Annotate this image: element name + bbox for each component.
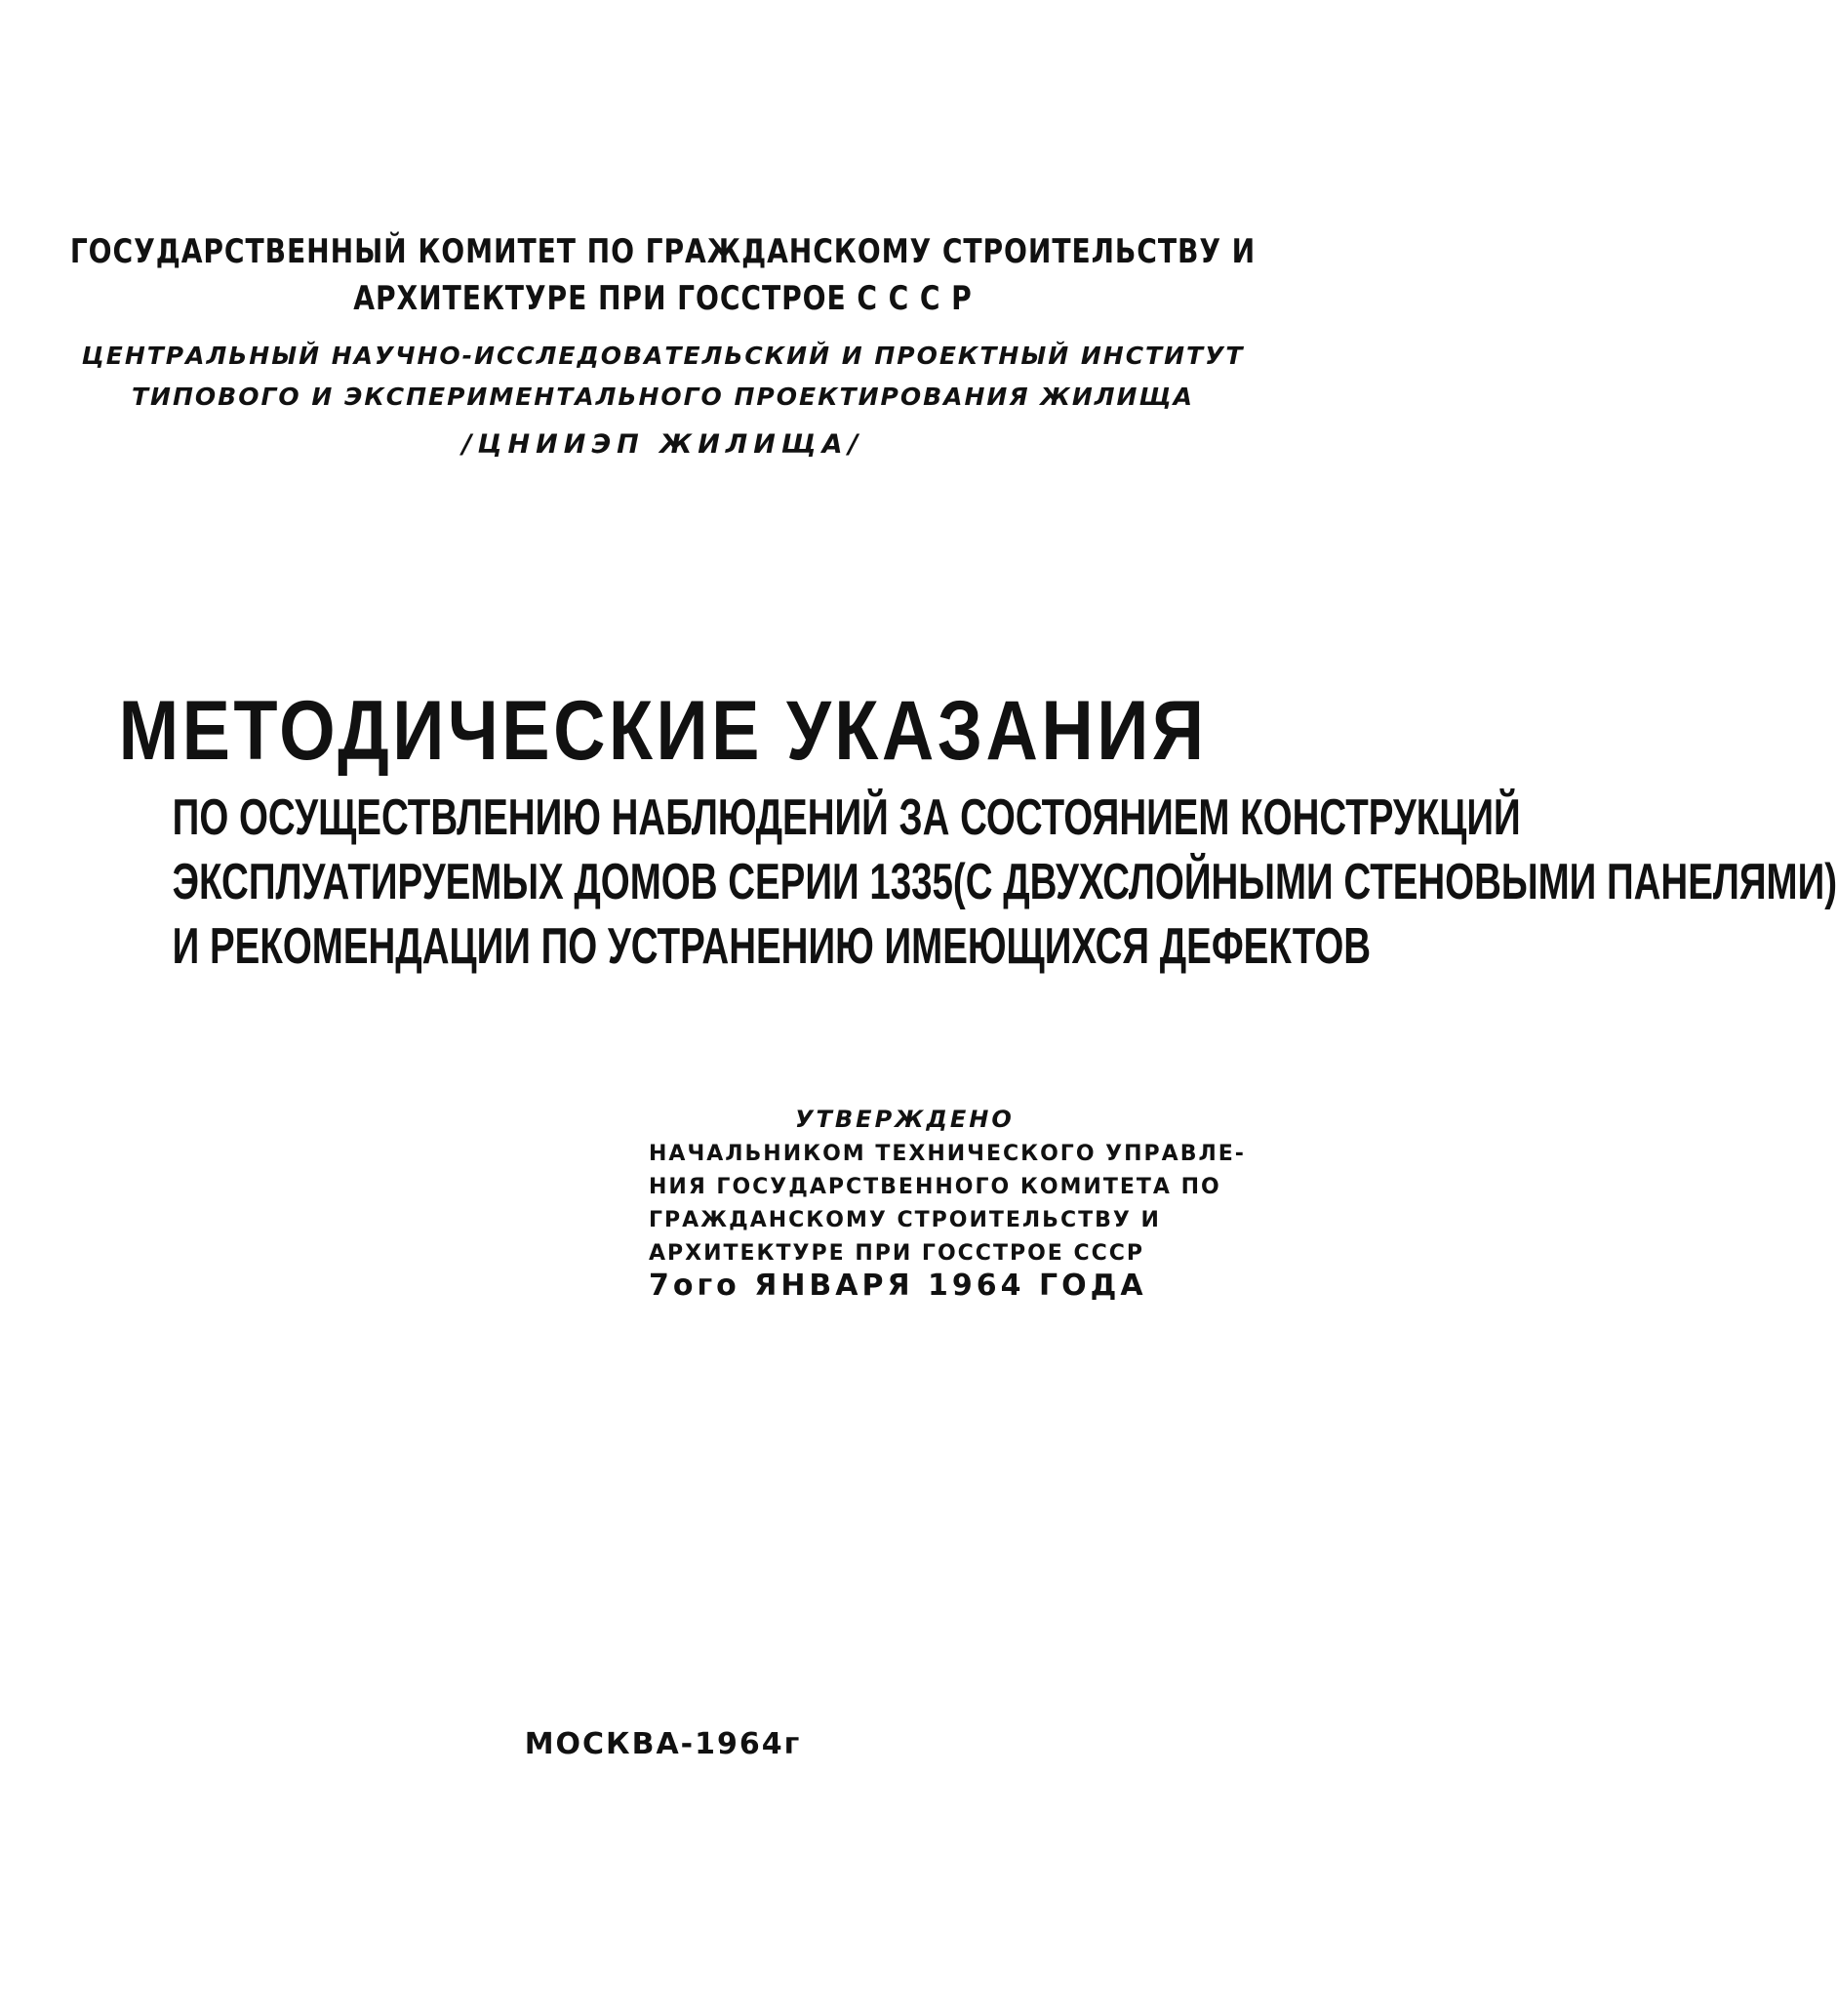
- institute-line-1: ЦЕНТРАЛЬНЫЙ НАУЧНО-ИССЛЕДОВАТЕЛЬСКИЙ И ПРОЕКТНЫЙ ИНСТИТУТ: [81, 342, 1245, 370]
- document-subtitle-line-3: И РЕКОМЕНДАЦИИ ПО УСТРАНЕНИЮ ИМЕЮЩИХСЯ ДЕФЕКТОВ: [172, 918, 1372, 975]
- approval-date: 7ого ЯНВАРЯ 1964 ГОДА: [649, 1269, 1147, 1303]
- approval-line-4: АРХИТЕКТУРЕ ПРИ ГОССТРОЕ СССР: [649, 1241, 1145, 1266]
- document-title: МЕТОДИЧЕСКИЕ УКАЗАНИЯ: [118, 684, 1208, 778]
- institute-line-2: ТИПОВОГО И ЭКСПЕРИМЕНТАЛЬНОГО ПРОЕКТИРОВАНИЯ ЖИЛИЩА: [132, 383, 1194, 411]
- approval-line-3: ГРАЖДАНСКОМУ СТРОИТЕЛЬСТВУ И: [649, 1208, 1161, 1232]
- approval-line-2: НИЯ ГОСУДАРСТВЕННОГО КОМИТЕТА ПО: [649, 1175, 1221, 1199]
- publication-place-year: МОСКВА-1964г: [524, 1727, 802, 1761]
- document-subtitle-line-1: ПО ОСУЩЕСТВЛЕНИЮ НАБЛЮДЕНИЙ ЗА СОСТОЯНИЕМ КОНСТРУКЦИЙ: [172, 789, 1521, 846]
- approval-line-1: НАЧАЛЬНИКОМ ТЕХНИЧЕСКОГО УПРАВЛЕ-: [649, 1142, 1246, 1166]
- institute-abbreviation: /ЦНИИЭП ЖИЛИЩА/: [461, 429, 864, 460]
- committee-line-1: ГОСУДАРСТВЕННЫЙ КОМИТЕТ ПО ГРАЖДАНСКОМУ СТРОИТЕЛЬСТВУ И: [69, 232, 1257, 271]
- approval-heading: УТВЕРЖДЕНО: [795, 1106, 1015, 1133]
- committee-line-2: АРХИТЕКТУРЕ ПРИ ГОССТРОЕ С С С Р: [353, 279, 973, 318]
- document-subtitle-line-2: ЭКСПЛУАТИРУЕМЫХ ДОМОВ СЕРИИ 1335(С ДВУХСЛОЙНЫМИ СТЕНОВЫМИ ПАНЕЛЯМИ): [172, 854, 1837, 910]
